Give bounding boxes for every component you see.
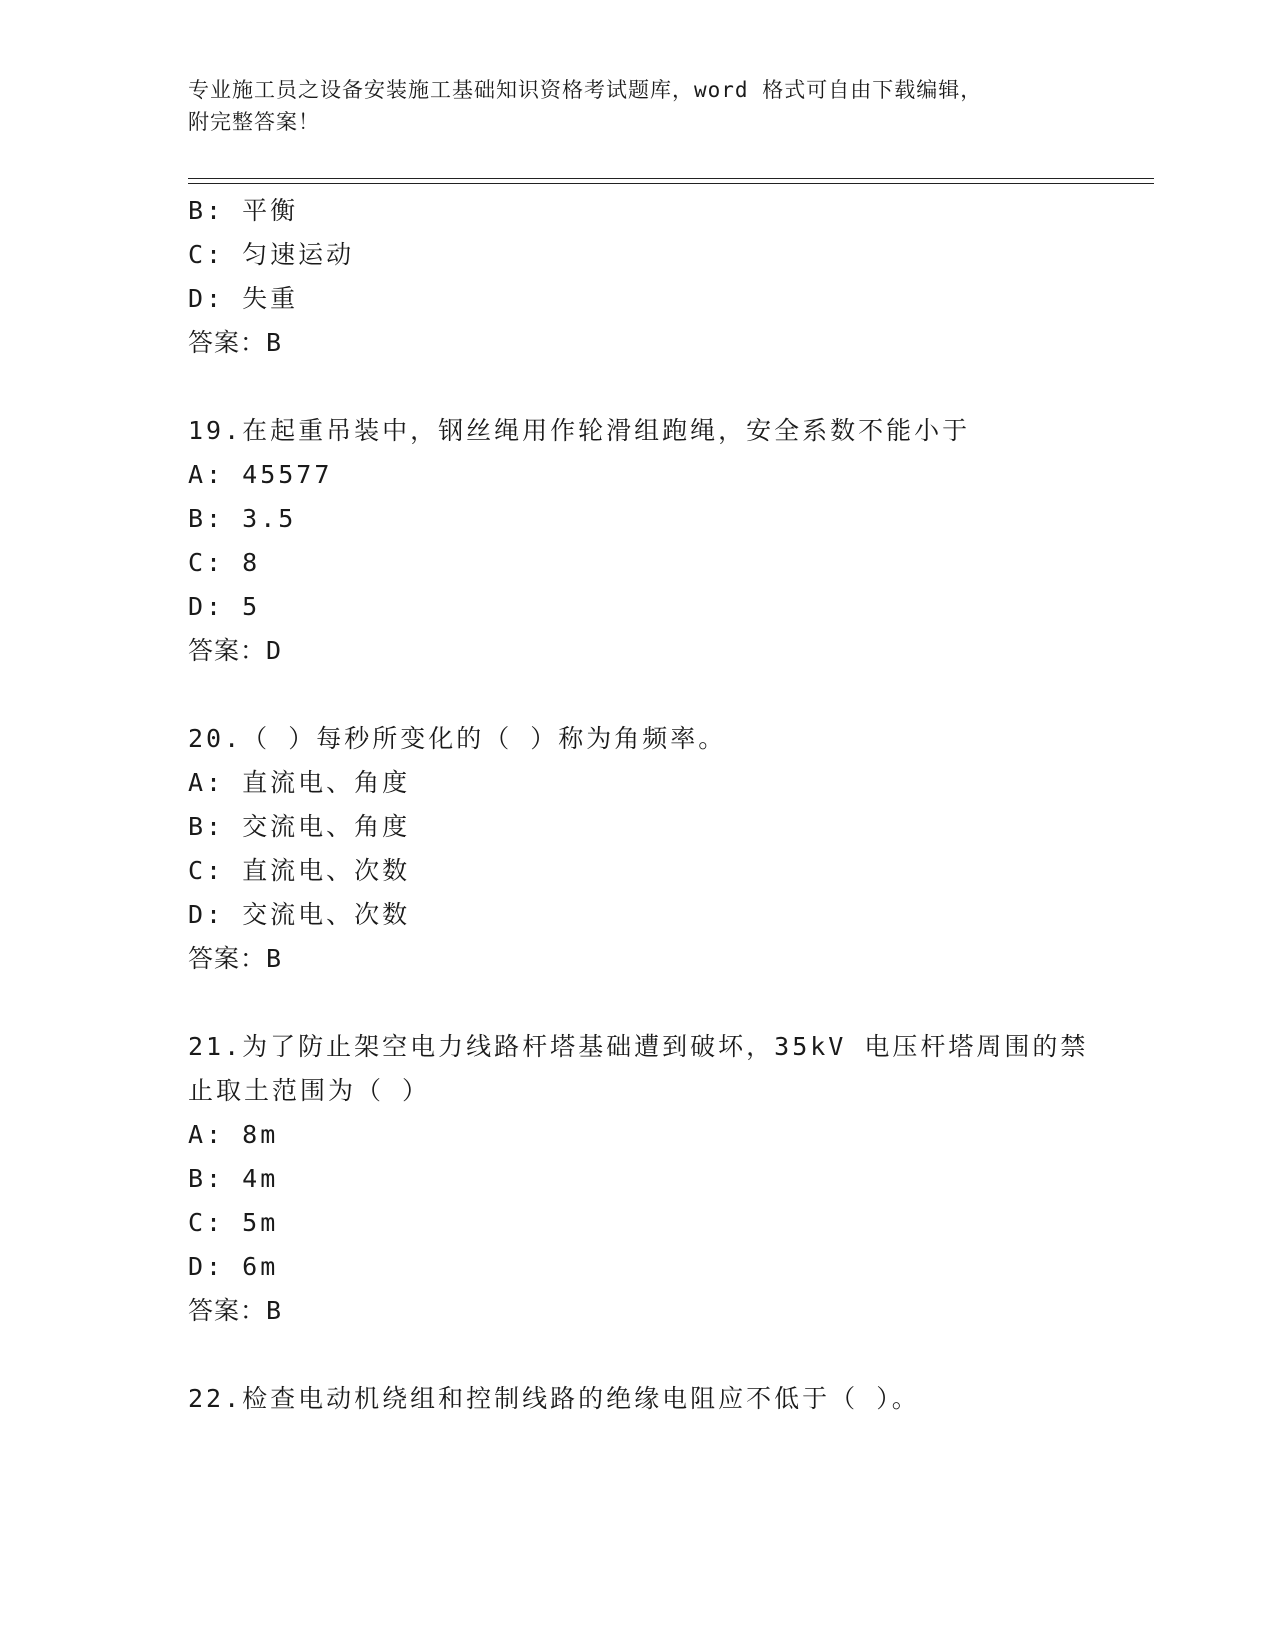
option-d: D: 5 <box>188 592 261 621</box>
option-d: D: 6m <box>188 1252 279 1281</box>
answer-value: B <box>266 944 283 973</box>
answer-line <box>188 328 282 358</box>
question-19: 19.在起重吊装中，钢丝绳用作轮滑组跑绳，安全系数不能小于 <box>188 416 971 445</box>
question-21-line-1: 21.为了防止架空电力线路杆塔基础遭到破坏，35kV 电压杆塔周围的禁 <box>188 1032 1089 1061</box>
answer-label: 答案： <box>188 1296 267 1325</box>
answer-label: 答案： <box>188 636 267 665</box>
option-c: C: 8 <box>188 548 261 577</box>
answer-line <box>188 944 282 974</box>
option-b: B: 3.5 <box>188 504 297 533</box>
document-header <box>188 74 1068 138</box>
answer-value: D <box>266 636 283 665</box>
header-line-1: 专业施工员之设备安装施工基础知识资格考试题库，word 格式可自由下载编辑， <box>188 78 983 102</box>
option-d: D: 交流电、次数 <box>188 900 411 929</box>
answer-label: 答案： <box>188 944 267 973</box>
header-divider-bottom <box>188 183 1154 184</box>
header-line-2: 附完整答案！ <box>188 110 320 134</box>
option-a: A: 直流电、角度 <box>188 768 411 797</box>
option-a: A: 45577 <box>188 460 333 489</box>
question-22: 22.检查电动机绕组和控制线路的绝缘电阻应不低于（ ）。 <box>188 1384 920 1413</box>
answer-value: B <box>266 1296 283 1325</box>
option-b: B: 交流电、角度 <box>188 812 411 841</box>
option-d: D: 失重 <box>188 284 299 313</box>
answer-label: 答案： <box>188 328 267 357</box>
option-c: C: 匀速运动 <box>188 240 355 269</box>
question-21-line-2: 止取土范围为（ ） <box>188 1076 431 1105</box>
option-c: C: 5m <box>188 1208 279 1237</box>
answer-line <box>188 636 282 666</box>
answer-line <box>188 1296 282 1326</box>
answer-value: B <box>266 328 283 357</box>
question-20: 20.（ ）每秒所变化的（ ）称为角频率。 <box>188 724 727 753</box>
option-a: A: 8m <box>188 1120 279 1149</box>
option-b: B: 平衡 <box>188 196 299 225</box>
header-divider-top <box>188 178 1154 179</box>
option-c: C: 直流电、次数 <box>188 856 411 885</box>
option-b: B: 4m <box>188 1164 279 1193</box>
